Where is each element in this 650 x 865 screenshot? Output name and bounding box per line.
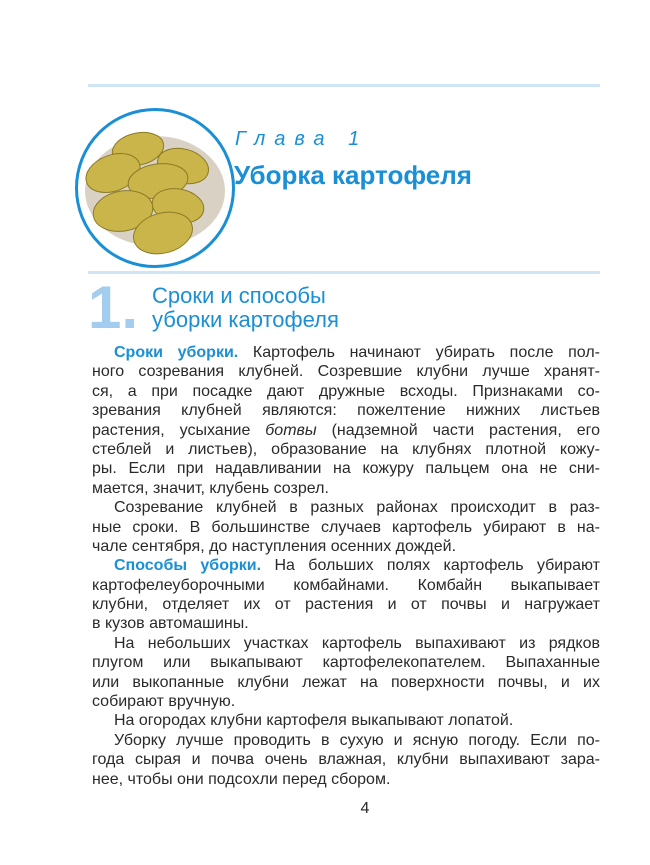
page-number: 4 [360,800,370,817]
text-run: нее, чтобы они подсохли перед сбором. [92,770,391,788]
potato-illustration [75,108,235,268]
section-title-line: уборки картофеля [152,307,339,332]
text-line [92,595,600,614]
text-line [92,459,600,478]
text-line [92,576,600,595]
text-line [92,634,600,653]
text-line [92,343,600,362]
text-line [92,653,600,672]
text-line [92,401,600,420]
text-run: Картофель начинают убирать после пол- [238,344,600,361]
text-line [92,614,600,633]
text-run: ся, а при посадке дают дружные всходы. Признаками со- [92,382,600,400]
text-line [92,537,600,556]
text-run: мается, значит, клубень созрел. [92,479,329,497]
text-run: стеблей и листьев), образование на клубнях плотной кожу- [92,440,600,458]
text-run: в кузов автомашины. [92,615,249,633]
text-run: На больших полях картофель убирают [261,557,600,575]
text-line [92,750,600,769]
text-line [92,770,600,789]
text-run: ры. Если при надавливании на кожуру пальцем она не сни- [92,460,600,478]
text-run: зревания клубней являются: пожелтение нижних листьев [92,402,600,420]
chapter-label: Глава 1 [235,128,369,150]
term-italic: ботвы [265,421,317,439]
text-line [92,731,600,750]
text-line [92,498,600,517]
text-run: плугом или выкапывают картофелекопателем. Выпаханные [92,654,600,672]
text-run: ного созревания клубней. Созревшие клубни лучше хранят- [92,363,600,381]
paragraph-lead: Способы уборки. [114,557,262,575]
text-run: чале сентября, до наступления осенних дождей. [92,537,457,555]
section-divider [88,271,600,274]
text-run: собирают вручную. [92,693,236,711]
text-line [92,362,600,381]
text-run: На огородах клубни картофеля выкапывают лопатой. [114,712,514,730]
text-line [92,518,600,537]
section-title-line: Сроки и способы [152,283,326,308]
text-run: ные сроки. В большинстве случаев картофель убирают в на- [92,518,600,536]
text-line [92,421,600,440]
text-run: Уборку лучше проводить в сухую и ясную погоду. Если по- [114,731,600,749]
chapter-title: Уборка картофеля [234,160,472,190]
text-line [92,711,600,730]
text-run: или выкопанные клубни лежат на поверхности почвы, и их [92,673,600,691]
section-title [152,284,339,332]
text-line [92,440,600,459]
top-divider [88,84,600,87]
section-number: 1. [88,274,139,341]
text-line [92,692,600,711]
text-line [92,382,600,401]
text-run: клубни, отделяет их от растения и от почвы и нагружает [92,596,600,614]
text-run: картофелеуборочными комбайнами. Комбайн выкапывает [92,576,600,594]
text-run: года сырая и почва очень влажная, клубни выпахивают зара- [92,751,600,769]
text-line [92,479,600,498]
text-run: На небольших участках картофель выпахивают из рядков [114,634,600,652]
text-run: (надземной части растения, его [316,421,600,439]
text-run: Созревание клубней в разных районах происходит в раз- [114,499,600,517]
text-run: растения, усыхание [92,421,266,439]
text-line [92,673,600,692]
text-line [92,556,600,575]
body-text [92,343,600,789]
paragraph-lead: Сроки уборки. [114,344,239,361]
